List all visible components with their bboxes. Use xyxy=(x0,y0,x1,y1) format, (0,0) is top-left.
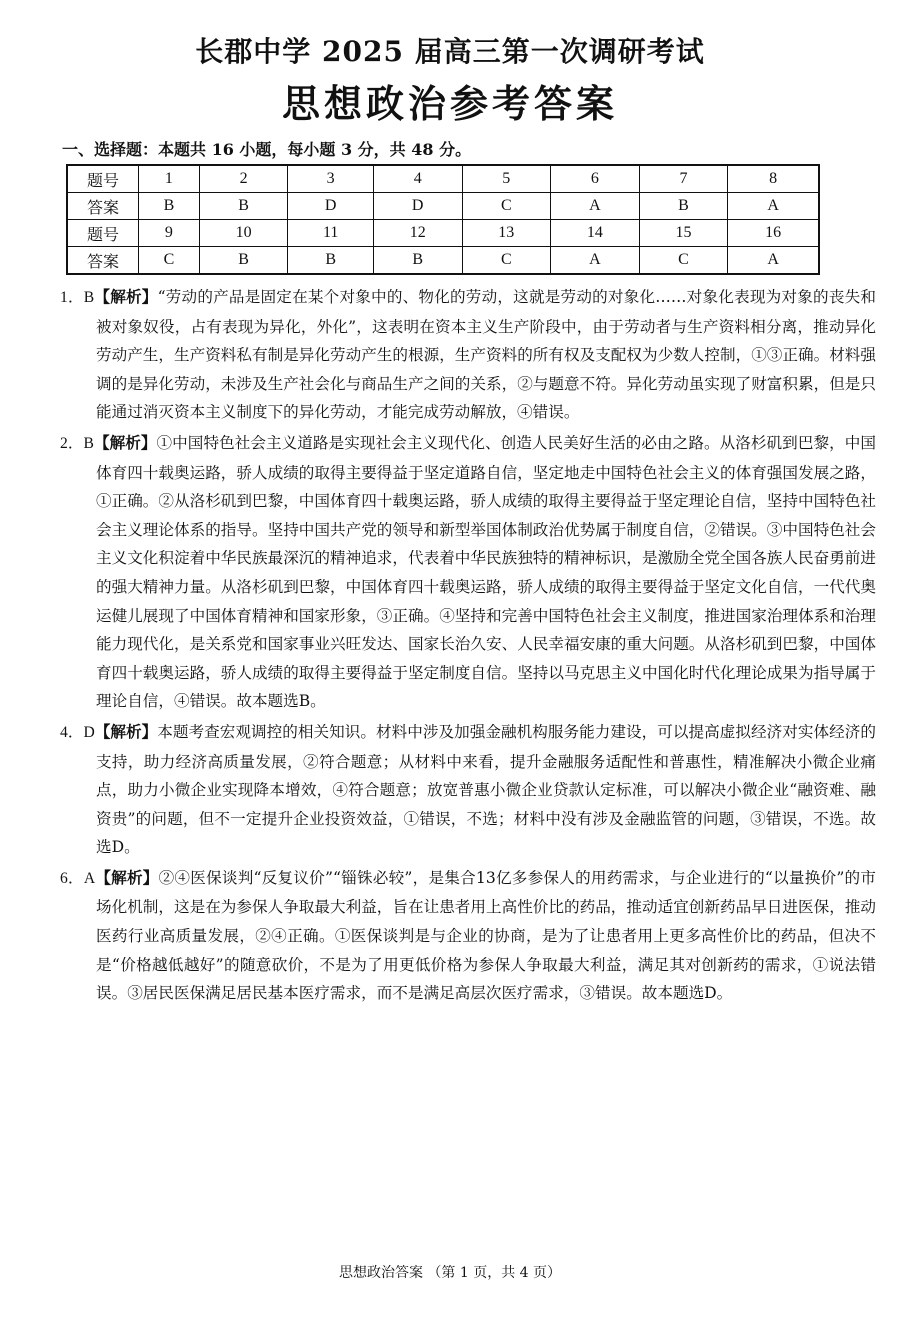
table-cell: C xyxy=(139,247,200,275)
table-cell: 15 xyxy=(639,220,728,247)
table-cell: 5 xyxy=(462,165,551,193)
table-cell: B xyxy=(199,193,288,220)
analysis-tag: 【解析】 xyxy=(94,721,158,741)
table-cell: 2 xyxy=(199,165,288,193)
table-cell: B xyxy=(373,247,462,275)
explanation-text: 本题考查宏观调控的相关知识。材料中涉及加强金融机构服务能力建设，可以提高虚拟经济对实体经济的支持，助力经济高质量发展，②符合题意；从材料中来看，提升金融服务适配性和普惠性，精准解决小微企业痛点，助力小微企业实现降本增效，④符合题意；放宽普惠小微企业贷款认定标准，可以解决小微企业“融资难、融资贵”的问题，但不一定提升企业投资效益，①错误，不选；材料中没有涉及金融监管的问题，③错误，不选。故选D。 xyxy=(96,722,876,857)
table-cell: 3 xyxy=(288,165,374,193)
analysis-tag: 【解析】 xyxy=(93,432,157,452)
table-cell: A xyxy=(551,193,640,220)
table-cell: B xyxy=(639,193,728,220)
explanation-item xyxy=(60,283,876,427)
section-heading: 一、选择题：本题共 16 小题，每小题 3 分，共 48 分。 xyxy=(62,140,472,159)
table-row xyxy=(67,220,819,247)
table-cell: C xyxy=(639,247,728,275)
question-number-answer: 2．B xyxy=(60,434,94,452)
table-cell: A xyxy=(728,193,819,220)
analysis-tag: 【解析】 xyxy=(95,867,159,887)
explanation-item xyxy=(60,429,876,716)
table-cell: 14 xyxy=(551,220,640,247)
table-row xyxy=(67,247,819,275)
table-cell: 13 xyxy=(462,220,551,247)
table-cell: C xyxy=(462,193,551,220)
table-cell: 6 xyxy=(551,165,640,193)
table-cell: B xyxy=(199,247,288,275)
table-cell: B xyxy=(288,247,374,275)
table-cell: 10 xyxy=(199,220,288,247)
page-footer: 思想政治答案 （第 1 页，共 4 页） xyxy=(338,1265,562,1281)
table-cell: 9 xyxy=(139,220,200,247)
school-exam-title: 长郡中学 2025 届高三第一次调研考试 xyxy=(195,35,705,68)
answer-table xyxy=(66,164,820,275)
table-row xyxy=(67,165,819,193)
table-cell: 7 xyxy=(639,165,728,193)
analysis-tag: 【解析】 xyxy=(94,287,158,306)
table-row xyxy=(67,193,819,220)
table-row-header: 题号 xyxy=(67,165,139,193)
table-cell: 4 xyxy=(373,165,462,193)
table-cell: 1 xyxy=(139,165,200,193)
table-cell: C xyxy=(462,247,551,275)
explanation-text: ②④医保谈判“反复议价”“锱铢必较”，是集合13亿多参保人的用药需求，与企业进行的“以量换价”的市场化机制，这是在为参保人争取最大利益，旨在让患者用上高性价比的药品，推动适宜创新药品早日进医保，推动医药行业高质量发展，②④正确。①医保谈判是与企业的协商，是为了让患者用上更多高性价比的药品，但决不是“价格越低越好”的随意砍价，不是为了用更低价格为参保人争取最大利益，满足其对创新药的需求，①说法错误。③居民医保满足居民基本医疗需求，而不是满足高层次医疗需求，③错误。故本题选D。 xyxy=(96,868,876,1003)
table-row-header: 答案 xyxy=(67,193,139,220)
explanation-text: ①中国特色社会主义道路是实现社会主义现代化、创造人民美好生活的必由之路。从洛杉矶到巴黎，中国体育四十载奥运路，骄人成绩的取得主要得益于坚定道路自信，坚定地走中国特色社会主义的体育强国发展之路，①正确。②从洛杉矶到巴黎，中国体育四十载奥运路，骄人成绩的取得主要得益于坚定理论自信，坚持中国特色社会主义理论体系的指导。坚持中国共产党的领导和新型举国体制政治优势属于制度自信，②错误。③中国特色社会主义文化积淀着中华民族最深沉的精神追求，代表着中华民族独特的精神标识，是激励全党全国各族人民奋勇前进的强大精神力量。从洛杉矶到巴黎，中国体育四十载奥运路，骄人成绩的取得主要得益于坚定文化自信，一代代奥运健儿展现了中国体育精神和国家形象，③正确。④坚持和完善中国特色社会主义制度，推进国家治理体系和治理能力现代化，是关系党和国家事业兴旺发达、国家长治久安、人民幸福安康的重大问题。从洛杉矶到巴黎，中国体育四十载奥运路，骄人成绩的取得主要得益于坚定制度自信。坚持以马克思主义中国化时代化理论成果为指导属于理论自信，④错误。故本题选B。 xyxy=(96,433,876,711)
question-number-answer: 4．D xyxy=(60,723,95,741)
subject-title: 思想政治参考答案 xyxy=(281,81,618,126)
explanation-item xyxy=(60,718,876,862)
question-number-answer: 6．A xyxy=(60,869,96,887)
question-number-answer: 1．B xyxy=(60,289,95,306)
table-cell: A xyxy=(728,247,819,275)
table-cell: 11 xyxy=(288,220,374,247)
table-cell: D xyxy=(373,193,462,220)
table-row-header: 答案 xyxy=(67,247,139,275)
table-cell: D xyxy=(288,193,374,220)
table-cell: A xyxy=(551,247,640,275)
table-cell: B xyxy=(139,193,200,220)
explanation-text: “劳动的产品是固定在某个对象中的、物化的劳动，这就是劳动的对象化……对象化表现为对象的丧失和被对象奴役，占有表现为异化，外化”，这表明在资本主义生产阶段中，由于劳动者与生产资料相分离，推动异化劳动产生，生产资料私有制是异化劳动产生的根源，生产资料的所有权及支配权为少数人控制，①③正确。材料强调的是异化劳动，未涉及生产社会化与商品生产之间的关系，②与题意不符。异化劳动虽实现了财富积累，但是只能通过消灭资本主义制度下的异化劳动，才能完成劳动解放，④错误。 xyxy=(96,288,876,422)
explanations xyxy=(60,283,876,1008)
table-cell: 16 xyxy=(728,220,819,247)
table-row-header: 题号 xyxy=(67,220,139,247)
explanation-item xyxy=(60,864,876,1008)
table-cell: 12 xyxy=(373,220,462,247)
table-cell: 8 xyxy=(728,165,819,193)
